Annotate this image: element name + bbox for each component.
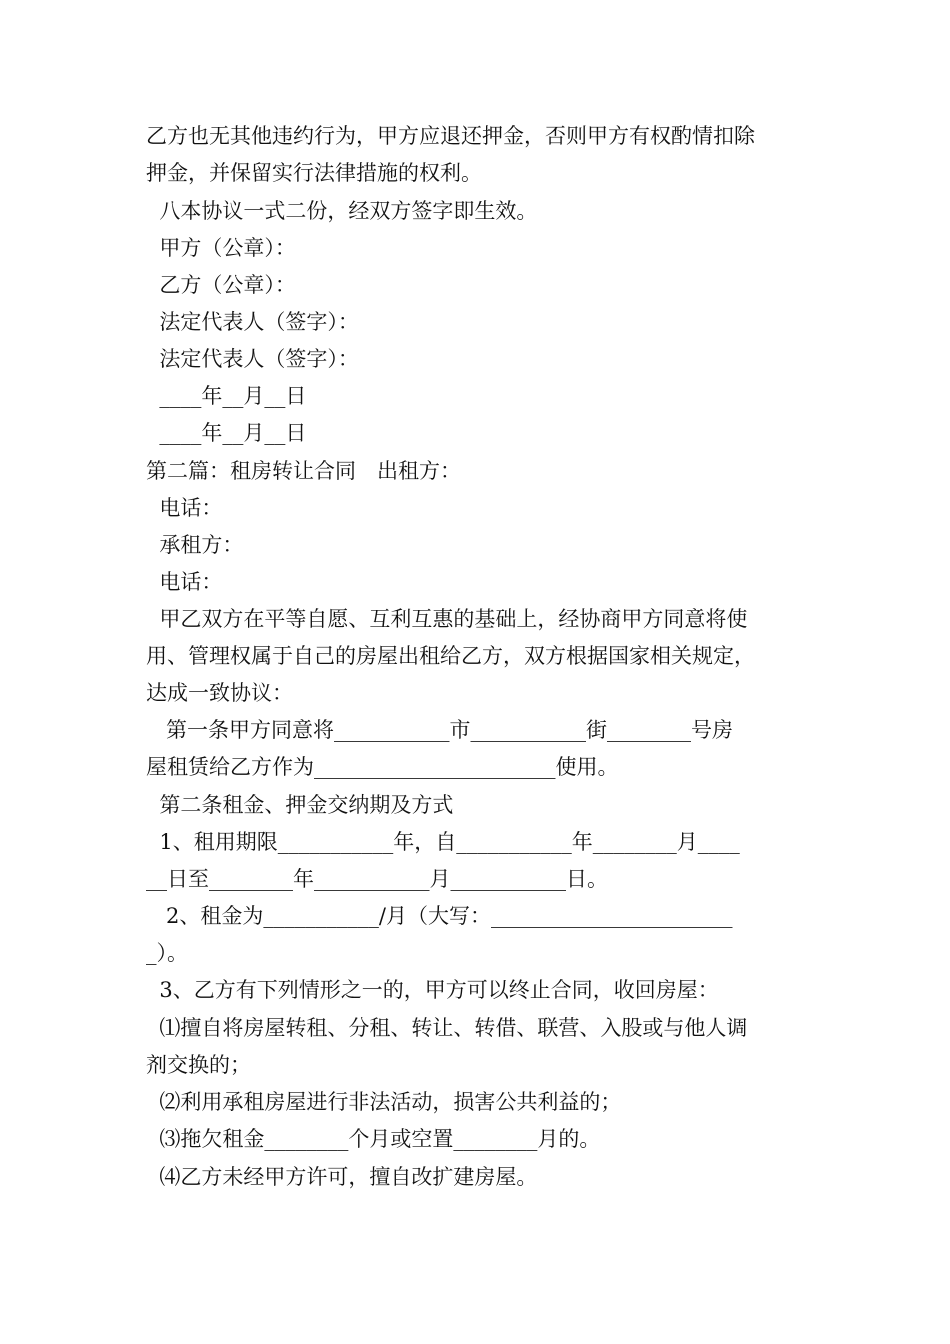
text-line: 2、租金为___________/月（大写：_______________________ — [146, 904, 733, 928]
text-line: 押金，并保留实行法律措施的权利。 — [146, 161, 482, 185]
text-line: 第一条甲方同意将___________市___________街________号房 — [146, 718, 734, 742]
text-line: 屋租赁给乙方作为_______________________使用。 — [146, 755, 619, 779]
text-line: 达成一致协议： — [146, 681, 293, 705]
text-line: 甲方（公章）： — [146, 236, 296, 260]
text-line: 法定代表人（签字）： — [146, 347, 359, 371]
text-line: ⑷乙方未经甲方许可，擅自改扩建房屋。 — [146, 1165, 538, 1189]
text-line: 剂交换的； — [146, 1053, 251, 1077]
text-line: 用、管理权属于自己的房屋出租给乙方，双方根据国家相关规定， — [146, 644, 755, 668]
text-line: ⑴擅自将房屋转租、分租、转让、转借、联营、入股或与他人调 — [146, 1016, 748, 1040]
text-line: 乙方也无其他违约行为，甲方应退还押金，否则甲方有权酌情扣除 — [146, 124, 755, 148]
date-line: ____年__月__日 — [146, 384, 307, 408]
text-line: __日至________年___________月___________日。 — [146, 867, 608, 891]
text-line: 1、租用期限___________年，自___________年________月____ — [146, 830, 740, 854]
text-line: 八本协议一式二份，经双方签字即生效。 — [146, 199, 538, 223]
text-line: _）。 — [146, 941, 188, 965]
text-line: ⑶拖欠租金________个月或空置________月的。 — [146, 1127, 601, 1151]
text-line: 甲乙双方在平等自愿、互利互惠的基础上，经协商甲方同意将使 — [146, 607, 748, 631]
text-line: 法定代表人（签字）： — [146, 310, 359, 334]
text-line: 承租方： — [146, 533, 244, 557]
text-line: 3、乙方有下列情形之一的，甲方可以终止合同，收回房屋： — [146, 978, 719, 1002]
text-line: ⑵利用承租房屋进行非法活动，损害公共利益的； — [146, 1090, 622, 1114]
date-line: ____年__月__日 — [146, 421, 307, 445]
section-heading: 第二篇：租房转让合同 出租方： — [146, 459, 461, 483]
text-line: 电话： — [146, 570, 223, 594]
text-line: 电话： — [146, 496, 223, 520]
text-line: 第二条租金、押金交纳期及方式 — [146, 793, 454, 817]
text-line: 乙方（公章）： — [146, 273, 296, 297]
